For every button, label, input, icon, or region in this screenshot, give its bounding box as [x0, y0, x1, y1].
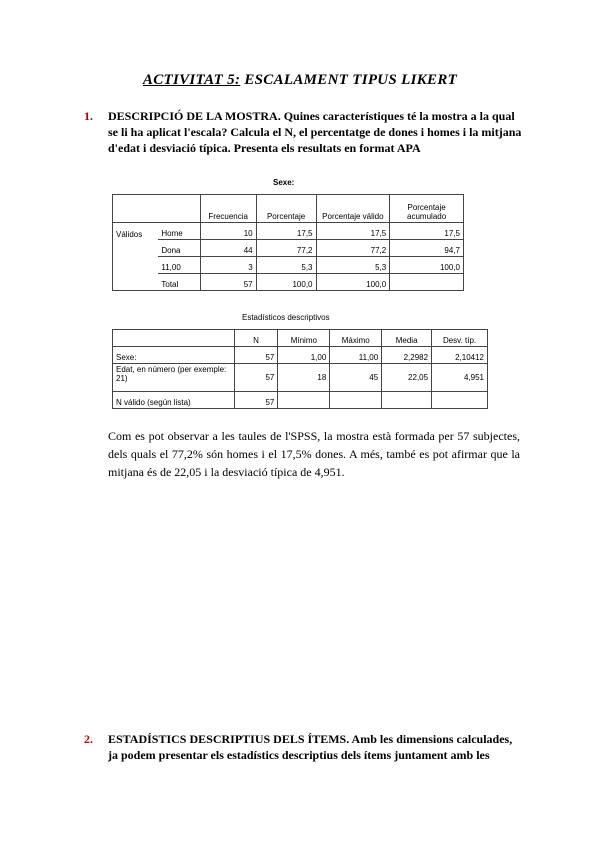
cell: 44	[200, 240, 256, 257]
cell: 100,0	[256, 274, 316, 291]
cell: 45	[330, 364, 382, 392]
cell	[278, 392, 330, 409]
cell	[432, 392, 488, 409]
row-label: Sexe:	[113, 347, 235, 364]
cell	[382, 392, 432, 409]
cell: 17,5	[256, 223, 316, 240]
column-header: Media	[382, 330, 432, 347]
header-empty	[158, 195, 200, 223]
cell: 77,2	[316, 240, 390, 257]
results-paragraph: Com es pot observar a les taules de l'SPSS, la mostra està formada per 57 subjectes, dels quals el 77,2% són homes i el 17,5% dones. A més, també es pot afirmar que la mitjana és de 22,05 i la desviació típica de 4,951.	[108, 429, 520, 479]
table-sexe-title: Sexe:	[273, 178, 295, 187]
row-label: Dona	[158, 240, 200, 257]
row-group-spacer	[113, 240, 159, 257]
cell: 3	[200, 257, 256, 274]
row-label: Home	[158, 223, 200, 240]
row-group-label: Válidos	[113, 223, 159, 240]
cell: 57	[234, 347, 278, 364]
cell	[330, 392, 382, 409]
cell: 2,2982	[382, 347, 432, 364]
table-row	[113, 257, 464, 274]
section-2-heading	[84, 731, 524, 763]
cell: 5,3	[256, 257, 316, 274]
header-empty	[113, 330, 235, 347]
row-label: 11,00	[158, 257, 200, 274]
table-row	[113, 240, 464, 257]
table-row	[113, 392, 488, 409]
row-group-spacer	[113, 274, 159, 291]
cell: 22,05	[382, 364, 432, 392]
page-title	[0, 72, 600, 89]
cell: 10	[200, 223, 256, 240]
column-header: N	[234, 330, 278, 347]
table-row	[113, 347, 488, 364]
column-header: Mínimo	[278, 330, 330, 347]
table-row	[113, 223, 464, 240]
table-header-row	[113, 330, 488, 347]
column-header: Porcentaje acumulado	[390, 195, 464, 223]
table-descriptive-stats	[112, 329, 488, 409]
cell	[390, 274, 464, 291]
title-activity-name: ESCALAMENT TIPUS LIKERT	[240, 72, 458, 88]
section-2-number: 2.	[84, 732, 93, 746]
cell: 17,5	[316, 223, 390, 240]
column-header: Máximo	[330, 330, 382, 347]
cell: 57	[234, 364, 278, 392]
table-desc-title: Estadísticos descriptivos	[242, 313, 330, 322]
cell: 100,0	[390, 257, 464, 274]
cell: 2,10412	[432, 347, 488, 364]
row-label: N válido (según lista)	[113, 392, 235, 409]
table-sexe	[112, 194, 464, 291]
row-group-spacer	[113, 257, 159, 274]
header-empty	[113, 195, 159, 223]
table-row	[113, 274, 464, 291]
section-1-heading	[84, 108, 524, 156]
cell: 94,7	[390, 240, 464, 257]
table-row	[113, 364, 488, 392]
column-header: Desv. típ.	[432, 330, 488, 347]
cell: 57	[234, 392, 278, 409]
column-header: Porcentaje	[256, 195, 316, 223]
row-label: Edat, en número (per exemple: 21)	[113, 364, 235, 392]
cell: 4,951	[432, 364, 488, 392]
cell: 5,3	[316, 257, 390, 274]
column-header: Porcentaje válido	[316, 195, 390, 223]
cell: 1,00	[278, 347, 330, 364]
cell: 77,2	[256, 240, 316, 257]
column-header: Frecuencia	[200, 195, 256, 223]
cell: 57	[200, 274, 256, 291]
cell: 18	[278, 364, 330, 392]
row-label: Total	[158, 274, 200, 291]
section-1-number: 1.	[84, 109, 93, 123]
title-activity-label: ACTIVITAT 5:	[142, 72, 241, 88]
cell: 17,5	[390, 223, 464, 240]
cell: 11,00	[330, 347, 382, 364]
section-2-text: ESTADÍSTICS DESCRIPTIUS DELS ÍTEMS. Amb les dimensions calculades, ja podem presentar els estadístics descriptius dels ítems juntament amb les	[108, 732, 513, 762]
section-1-text: DESCRIPCIÓ DE LA MOSTRA. Quines característiques té la mostra a la qual se li ha aplicat l'escala? Calcula el N, el percentatge de dones i homes i la mitjana d'edat i desviació típica. Presenta els resultats en format APA	[108, 109, 522, 155]
cell: 100,0	[316, 274, 390, 291]
